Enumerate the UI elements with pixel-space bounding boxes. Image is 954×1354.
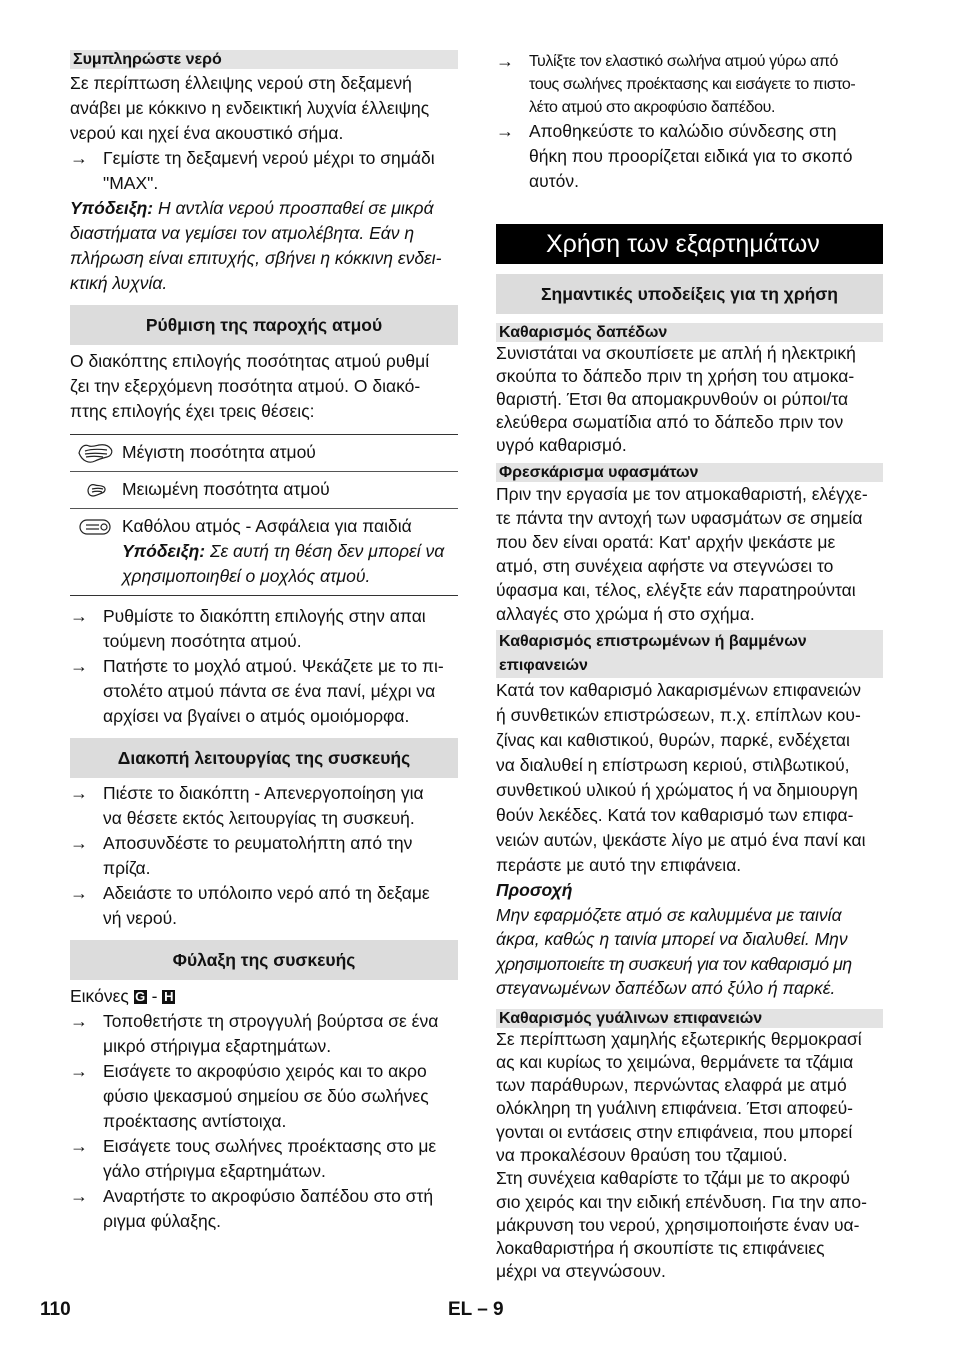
arrow-icon: → — [70, 1186, 88, 1206]
heading-glass-cleaning: Καθαρισμός γυάλινων επιφανειών — [496, 1009, 883, 1028]
storage-step-2: → Εισάγετε το ακροφύσιο χειρός και το ακρο φύσιο ψεκασμού σημείου σε δύο σωλήνες προέκτασης αντίστοιχα. — [70, 1059, 458, 1134]
arrow-icon: → — [496, 51, 514, 71]
fabric-refresh-text: Πριν την εργασία με τον ατμοκαθαριστή, ελέγχε- τε πάντα την αντοχή των υφασμάτων σε σημεία που δεν είναι ορατά: Κατ' αρχήν ψεκάστε με ατμό, στη συνέχεια αφήστε να στεγνώσει το ύφασμα και, τέλος, ελέγξτε εάν παρατηρούνται αλλαγές στο χρώμα ή στο σχήμα. — [496, 484, 868, 624]
heading-fabric-refresh: Φρεσκάρισμα υφασμάτων — [496, 463, 883, 482]
steam-reduced-label: Μειωμένη ποσότητα ατμού — [122, 479, 330, 499]
fill-water-note: Υπόδειξη: Η αντλία νερού προσπαθεί σε μικρά διαστήματα να γεμίσει τον ατμολέβητα. Εάν η πλήρωση είναι επιτυχής, σβήνει η κόκκινη ενδει- κτική λυχνία. — [70, 198, 442, 293]
arrow-icon: → — [70, 1061, 88, 1081]
steam-reduced-icon — [70, 472, 122, 508]
glass-cleaning-text: Σε περίπτωση χαμηλής εξωτερικής θερμοκρασί ας και κυρίως το χειμώνα, θερμάνετε τα τζάμια των παράθυρων, περνώντας ελαφρά με ατμό ολόκληρη τη γυάλινη επιφάνεια. Έτσι αποφεύ- γονται οι εντάσεις στην επιφάνεια, που μπορεί να προκαλέσουν θραύση του τζαμιού. Στη συνέχεια καθαρίστε το τζάμι με το ακροφύ σιο χειρός και την ειδική επένδυση. Για την απο- μάκρυνση του νερού, χρησιμοποιήστε έναν υα- λοκαθαριστήρα ή σκουπίστε τις επιφάνειες μέχρι να στεγνώσουν. — [496, 1028, 867, 1282]
page-number: 110 — [40, 1299, 71, 1320]
arrow-icon: → — [70, 606, 88, 626]
storage-step-3: → Εισάγετε τους σωλήνες προέκτασης στο με γάλο στήριγμα εξαρτημάτων. — [70, 1134, 458, 1184]
right-column — [496, 50, 883, 1284]
floor-cleaning-text: Συνιστάται να σκουπίσετε με απλή ή ηλεκτρική σκούπα το δάπεδο πριν τη χρήση του ατμοκα- θαριστή. Έτσι θα απομακρυνθούν οι ρύποι/τα ελεύθερα σωματίδια από το δάπεδο πριν τον υγρό καθαρισμό. — [496, 343, 856, 455]
steam-setting-text: Ο διακόπτης επιλογής ποσότητας ατμού ρυθμί ζει την εξερχόμενη ποσότητα ατμού. Ο διακό- πτης επιλογής έχει τρεις θέσεις: — [70, 351, 430, 421]
arrow-icon: → — [70, 1136, 88, 1156]
table-row — [70, 471, 458, 508]
arrow-icon: → — [70, 1011, 88, 1031]
arrow-icon: → — [70, 783, 88, 803]
language-page-label: EL – 9 — [448, 1299, 504, 1320]
fill-water-text: Σε περίπτωση έλλειψης νερού στη δεξαμενή ανάβει με κόκκινο η ενδεικτική λυχνία έλλειψης νερού και ηχεί ένα ακουστικό σήμα. — [70, 73, 430, 143]
figure-h-label: H — [164, 989, 174, 1004]
shutdown-step-2: → Αποσυνδέστε το ρευματολήπτη από την πρίζα. — [70, 831, 458, 881]
heading-important-notes: Σημαντικές υποδείξεις για τη χρήση — [496, 274, 883, 314]
steam-max-label: Μέγιστη ποσότητα ατμού — [122, 442, 316, 462]
steam-setting-step-2: → Πατήστε το μοχλό ατμού. Ψεκάζετε με το πι- στολέτο ατμού πάντα σε ένα πανί, μέχρι να αρχίσει να βγαίνει ο ατμός ομοιόμορφα. — [70, 654, 458, 729]
arrow-icon: → — [70, 656, 88, 676]
heading-steam-setting: Ρύθμιση της παροχής ατμού — [70, 305, 458, 345]
storage-step-4: → Αναρτήστε το ακροφύσιο δαπέδου στο στή ριγμα φύλαξης. — [70, 1184, 458, 1234]
steam-positions-table — [70, 434, 458, 596]
heading-floor-cleaning: Καθαρισμός δαπέδων — [496, 323, 883, 342]
heading-shutdown: Διακοπή λειτουργίας της συσκευής — [70, 738, 458, 778]
storage-figures: Εικόνες G - H — [70, 986, 174, 1006]
arrow-icon: → — [496, 121, 514, 141]
storage-step-1: → Τοποθετήστε τη στρογγυλή βούρτσα σε ένα μικρό στήριγμα εξαρτημάτων. — [70, 1009, 458, 1059]
left-column — [70, 50, 458, 1234]
steam-off-label: Καθόλου ατμός - Ασφάλεια για παιδιά Υπόδειξη: Σε αυτή τη θέση δεν μπορεί να χρησιμοποιηθεί ο μοχλός ατμού. — [122, 516, 445, 586]
table-row — [70, 508, 458, 595]
fill-water-step: → Γεμίστε τη δεξαμενή νερού μέχρι το σημάδι "MAX". — [70, 146, 458, 196]
right-top-step-2: → Αποθηκεύστε το καλώδιο σύνδεσης στη θήκη που προορίζεται ειδικά για το σκοπό αυτόν. — [496, 119, 883, 194]
heading-storage: Φύλαξη της συσκευής — [70, 940, 458, 980]
steam-off-icon — [70, 509, 122, 595]
table-row — [70, 435, 458, 471]
right-top-step-1: → Τυλίξτε τον ελαστικό σωλήνα ατμού γύρω από τους σωλήνες προέκτασης και εισάγετε το πιστο- λέτο ατμού στο ακροφύσιο δαπέδου. — [496, 50, 883, 119]
heading-fill-water: Συμπληρώστε νερό — [70, 50, 458, 69]
shutdown-step-1: → Πιέστε το διακόπτη - Απενεργοποίηση για να θέσετε εκτός λειτουργίας τη συσκευή. — [70, 781, 458, 831]
arrow-icon: → — [70, 833, 88, 853]
figure-g-label: G — [135, 989, 146, 1004]
steam-setting-step-1: → Ρυθμίστε το διακόπτη επιλογής στην απαι τούμενη ποσότητα ατμού. — [70, 604, 458, 654]
arrow-icon: → — [70, 148, 88, 168]
coated-surfaces-text: Κατά τον καθαρισμό λακαρισμένων επιφανειών ή συνθετικών επιστρώσεων, π.χ. επίπλων κου- ζίνας και καθιστικού, θυρών, παρκέ, ενδέχεται να διαλυθεί η επίστρωση κεριού, στιλβωτικού, συνθετικού υλικού ή χρώματος ή να δημιουργη θούν λεκέδες. Κατά τον καθαρισμό των επιφα- νειών αυτών, ψεκάστε λίγο με ατμό ένα πανί και περάστε με αυτό την επιφάνεια. — [496, 680, 866, 875]
arrow-icon: → — [70, 883, 88, 903]
shutdown-step-3: → Αδειάστε το υπόλοιπο νερό από τη δεξαμε νή νερού. — [70, 881, 458, 931]
coated-caution: Προσοχή Μην εφαρμόζετε ατμό σε καλυμμένα με ταινία άκρα, καθώς η ταινία μπορεί να διαλυθεί. Μην χρησιμοποιείτε τη συσκευή για τον καθαρισμό μη στεγανωμένων δαπέδων από ξύλο ή παρκέ. — [496, 880, 852, 998]
section-title: Χρήση των εξαρτημάτων — [496, 224, 883, 264]
heading-coated-surfaces: Καθαρισμός επιστρωμένων ή βαμμένων επιφανειών — [496, 630, 883, 678]
steam-max-icon — [70, 435, 122, 471]
